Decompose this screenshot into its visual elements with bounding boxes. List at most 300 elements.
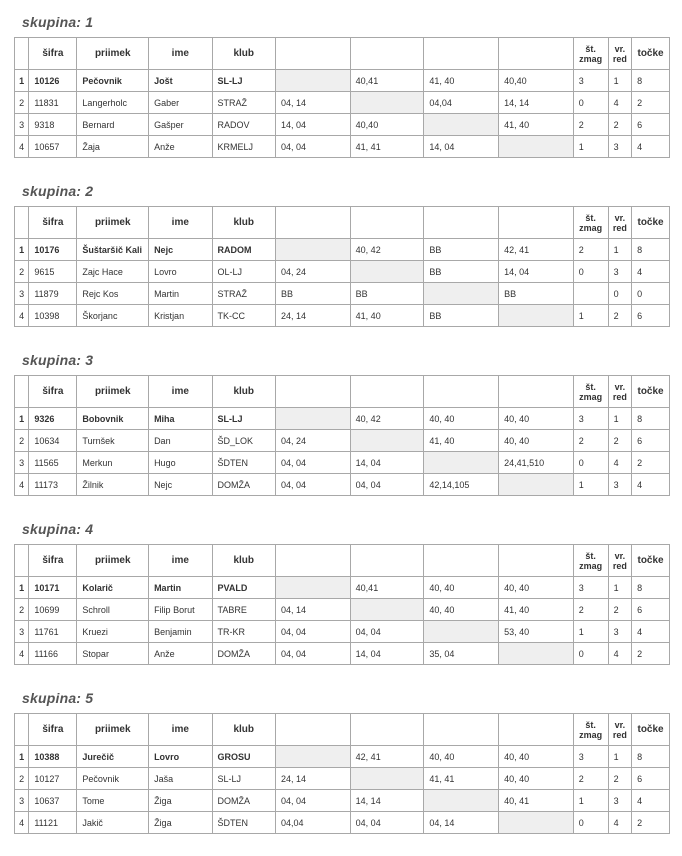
cell-klub: OL-LJ xyxy=(212,261,275,283)
cell-nr: 3 xyxy=(15,283,29,305)
cell-round-2: 40,41 xyxy=(350,577,424,599)
cell-sifra: 10398 xyxy=(29,305,77,327)
cell-ime: Martin xyxy=(149,283,212,305)
cell-zmag: 0 xyxy=(573,643,608,665)
cell-ime: Benjamin xyxy=(149,621,212,643)
group-title: skupina: 2 xyxy=(22,183,94,199)
cell-sifra: 10171 xyxy=(29,577,77,599)
cell-round-2: 40,40 xyxy=(350,114,424,136)
cell-round-4 xyxy=(499,136,574,158)
results-table xyxy=(14,713,670,834)
cell-red: 0 xyxy=(608,283,632,305)
header-round-4 xyxy=(499,714,574,746)
cell-round-1: BB xyxy=(275,283,350,305)
cell-nr: 3 xyxy=(15,621,29,643)
cell-round-3: 14, 04 xyxy=(424,136,499,158)
cell-tocke: 4 xyxy=(632,790,670,812)
header-red xyxy=(608,714,632,746)
cell-nr: 1 xyxy=(15,239,29,261)
cell-zmag: 1 xyxy=(573,136,608,158)
table-header-row xyxy=(15,714,670,746)
cell-priimek: Jurečič xyxy=(77,746,149,768)
cell-klub: PVALD xyxy=(212,577,275,599)
header-tocke: točke xyxy=(632,714,670,746)
header-klub: klub xyxy=(212,38,275,70)
cell-sifra: 9326 xyxy=(29,408,77,430)
cell-round-2: 40,41 xyxy=(350,70,424,92)
group-title: skupina: 3 xyxy=(22,352,94,368)
cell-zmag: 3 xyxy=(573,408,608,430)
cell-round-3: 40, 40 xyxy=(424,577,499,599)
cell-klub: STRAŽ xyxy=(212,283,275,305)
header-sifra: šifra xyxy=(29,38,77,70)
table-row xyxy=(15,70,670,92)
cell-tocke: 6 xyxy=(632,599,670,621)
header-klub: klub xyxy=(212,376,275,408)
header-round-2 xyxy=(350,207,424,239)
cell-round-2: 42, 41 xyxy=(350,746,424,768)
cell-round-4 xyxy=(499,643,574,665)
cell-ime: Jošt xyxy=(149,70,212,92)
cell-sifra: 11173 xyxy=(29,474,77,496)
cell-tocke: 4 xyxy=(632,261,670,283)
cell-zmag: 0 xyxy=(573,812,608,834)
cell-round-1: 04,04 xyxy=(275,812,350,834)
header-red-line1: vr. xyxy=(614,381,626,392)
cell-zmag: 1 xyxy=(573,474,608,496)
cell-sifra: 10699 xyxy=(29,599,77,621)
cell-sifra: 11121 xyxy=(29,812,77,834)
header-zmag-line2: zmag xyxy=(579,222,603,233)
header-ime: ime xyxy=(149,714,212,746)
header-zmag-line1: št. xyxy=(585,550,596,561)
cell-tocke: 2 xyxy=(632,812,670,834)
header-red-line2: red xyxy=(612,560,627,571)
cell-zmag: 3 xyxy=(573,577,608,599)
cell-klub: ŠDTEN xyxy=(212,452,275,474)
cell-ime: Jaša xyxy=(149,768,212,790)
cell-tocke: 2 xyxy=(632,643,670,665)
header-zmag-line2: zmag xyxy=(579,53,603,64)
header-round-4 xyxy=(499,207,574,239)
cell-tocke: 8 xyxy=(632,239,670,261)
header-red-line1: vr. xyxy=(614,43,626,54)
cell-ime: Anže xyxy=(149,136,212,158)
results-table xyxy=(14,544,670,665)
cell-round-4: 41, 40 xyxy=(499,114,574,136)
cell-round-3: BB xyxy=(424,239,499,261)
cell-red: 3 xyxy=(608,261,632,283)
header-klub: klub xyxy=(212,714,275,746)
cell-red: 3 xyxy=(608,474,632,496)
header-tocke: točke xyxy=(632,545,670,577)
cell-nr: 2 xyxy=(15,92,29,114)
cell-sifra: 10634 xyxy=(29,430,77,452)
cell-round-2: 14, 14 xyxy=(350,790,424,812)
header-priimek: priimek xyxy=(77,714,149,746)
cell-zmag: 0 xyxy=(573,92,608,114)
cell-round-3: 41, 41 xyxy=(424,768,499,790)
header-zmag-line2: zmag xyxy=(579,560,603,571)
header-round-1 xyxy=(275,545,350,577)
cell-round-3: 40, 40 xyxy=(424,408,499,430)
cell-round-3: 40, 40 xyxy=(424,599,499,621)
cell-tocke: 4 xyxy=(632,474,670,496)
cell-tocke: 6 xyxy=(632,305,670,327)
cell-sifra: 9615 xyxy=(29,261,77,283)
header-round-3 xyxy=(424,545,499,577)
header-zmag xyxy=(573,207,608,239)
table-row xyxy=(15,114,670,136)
cell-klub: DOMŽA xyxy=(212,474,275,496)
header-zmag xyxy=(573,714,608,746)
header-sifra: šifra xyxy=(29,545,77,577)
cell-round-3: 35, 04 xyxy=(424,643,499,665)
cell-nr: 3 xyxy=(15,790,29,812)
header-red xyxy=(608,545,632,577)
header-round-2 xyxy=(350,714,424,746)
cell-tocke: 4 xyxy=(632,136,670,158)
cell-sifra: 10126 xyxy=(29,70,77,92)
cell-red: 1 xyxy=(608,577,632,599)
cell-zmag: 2 xyxy=(573,768,608,790)
cell-round-2 xyxy=(350,768,424,790)
table-row xyxy=(15,452,670,474)
cell-priimek: Stopar xyxy=(77,643,149,665)
cell-round-2: 40, 42 xyxy=(350,408,424,430)
table-row xyxy=(15,790,670,812)
table-header-row xyxy=(15,376,670,408)
header-red xyxy=(608,207,632,239)
cell-round-2: 14, 04 xyxy=(350,643,424,665)
cell-priimek: Bernard xyxy=(77,114,149,136)
cell-round-1: 04, 04 xyxy=(275,452,350,474)
cell-nr: 4 xyxy=(15,474,29,496)
table-row xyxy=(15,812,670,834)
cell-klub: SL-LJ xyxy=(212,768,275,790)
cell-round-1: 14, 04 xyxy=(275,114,350,136)
cell-round-2: 04, 04 xyxy=(350,474,424,496)
cell-nr: 1 xyxy=(15,577,29,599)
header-nr xyxy=(15,545,29,577)
cell-nr: 1 xyxy=(15,70,29,92)
cell-nr: 2 xyxy=(15,261,29,283)
header-round-1 xyxy=(275,207,350,239)
cell-tocke: 2 xyxy=(632,452,670,474)
cell-red: 1 xyxy=(608,408,632,430)
header-red-line2: red xyxy=(612,729,627,740)
cell-round-2: 40, 42 xyxy=(350,239,424,261)
cell-klub: KRMELJ xyxy=(212,136,275,158)
table-row xyxy=(15,408,670,430)
cell-zmag: 2 xyxy=(573,114,608,136)
cell-priimek: Turnšek xyxy=(77,430,149,452)
cell-klub: TK-CC xyxy=(212,305,275,327)
cell-round-4: 42, 41 xyxy=(499,239,574,261)
header-round-4 xyxy=(499,38,574,70)
cell-priimek: Pečovnik xyxy=(77,768,149,790)
cell-priimek: Žaja xyxy=(77,136,149,158)
cell-round-1 xyxy=(275,70,350,92)
header-tocke: točke xyxy=(632,207,670,239)
cell-priimek: Pečovnik xyxy=(77,70,149,92)
header-round-2 xyxy=(350,38,424,70)
cell-red: 2 xyxy=(608,430,632,452)
table-row xyxy=(15,746,670,768)
header-red-line2: red xyxy=(612,222,627,233)
header-nr xyxy=(15,38,29,70)
cell-klub: SL-LJ xyxy=(212,408,275,430)
table-header-row xyxy=(15,38,670,70)
cell-red: 2 xyxy=(608,768,632,790)
header-tocke: točke xyxy=(632,376,670,408)
cell-ime: Kristjan xyxy=(149,305,212,327)
cell-priimek: Langerholc xyxy=(77,92,149,114)
cell-ime: Žiga xyxy=(149,812,212,834)
cell-sifra: 11761 xyxy=(29,621,77,643)
cell-sifra: 11565 xyxy=(29,452,77,474)
header-red-line1: vr. xyxy=(614,212,626,223)
cell-round-2: 14, 04 xyxy=(350,452,424,474)
cell-round-1: 04, 14 xyxy=(275,599,350,621)
table-row xyxy=(15,261,670,283)
table-row xyxy=(15,92,670,114)
cell-priimek: Škorjanc xyxy=(77,305,149,327)
group-title: skupina: 5 xyxy=(22,690,94,706)
cell-nr: 3 xyxy=(15,114,29,136)
cell-priimek: Tome xyxy=(77,790,149,812)
cell-priimek: Zajc Hace xyxy=(77,261,149,283)
cell-round-4: 14, 14 xyxy=(499,92,574,114)
cell-sifra: 10657 xyxy=(29,136,77,158)
cell-round-3: 04,04 xyxy=(424,92,499,114)
header-round-3 xyxy=(424,207,499,239)
cell-nr: 2 xyxy=(15,599,29,621)
header-ime: ime xyxy=(149,545,212,577)
cell-zmag: 1 xyxy=(573,621,608,643)
cell-zmag: 1 xyxy=(573,305,608,327)
table-row xyxy=(15,599,670,621)
cell-round-2 xyxy=(350,599,424,621)
header-red-line1: vr. xyxy=(614,550,626,561)
cell-ime: Lovro xyxy=(149,261,212,283)
header-ime: ime xyxy=(149,38,212,70)
cell-round-1: 04, 24 xyxy=(275,261,350,283)
cell-sifra: 11831 xyxy=(29,92,77,114)
header-red-line2: red xyxy=(612,53,627,64)
cell-klub: ŠDTEN xyxy=(212,812,275,834)
cell-round-4 xyxy=(499,474,574,496)
cell-round-4: 40, 40 xyxy=(499,746,574,768)
header-ime: ime xyxy=(149,376,212,408)
table-row xyxy=(15,283,670,305)
cell-klub: TR-KR xyxy=(212,621,275,643)
table-row xyxy=(15,239,670,261)
cell-sifra: 11166 xyxy=(29,643,77,665)
header-zmag-line2: zmag xyxy=(579,391,603,402)
cell-tocke: 6 xyxy=(632,430,670,452)
cell-round-3 xyxy=(424,452,499,474)
cell-ime: Hugo xyxy=(149,452,212,474)
header-round-1 xyxy=(275,38,350,70)
cell-priimek: Merkun xyxy=(77,452,149,474)
header-sifra: šifra xyxy=(29,714,77,746)
header-round-2 xyxy=(350,545,424,577)
cell-red: 1 xyxy=(608,239,632,261)
cell-round-2: 04, 04 xyxy=(350,812,424,834)
cell-tocke: 8 xyxy=(632,577,670,599)
header-sifra: šifra xyxy=(29,376,77,408)
cell-sifra: 11879 xyxy=(29,283,77,305)
header-round-4 xyxy=(499,545,574,577)
cell-ime: Martin xyxy=(149,577,212,599)
cell-zmag: 3 xyxy=(573,70,608,92)
cell-red: 4 xyxy=(608,452,632,474)
cell-klub: RADOV xyxy=(212,114,275,136)
header-red xyxy=(608,376,632,408)
cell-ime: Dan xyxy=(149,430,212,452)
cell-round-1: 24, 14 xyxy=(275,305,350,327)
header-round-1 xyxy=(275,376,350,408)
header-zmag-line1: št. xyxy=(585,43,596,54)
cell-klub: STRAŽ xyxy=(212,92,275,114)
cell-tocke: 2 xyxy=(632,92,670,114)
header-nr xyxy=(15,207,29,239)
cell-ime: Žiga xyxy=(149,790,212,812)
cell-round-4: 40,40 xyxy=(499,70,574,92)
cell-ime: Nejc xyxy=(149,239,212,261)
cell-round-1: 04, 04 xyxy=(275,621,350,643)
cell-sifra: 9318 xyxy=(29,114,77,136)
cell-round-3: BB xyxy=(424,261,499,283)
cell-priimek: Schroll xyxy=(77,599,149,621)
header-round-3 xyxy=(424,376,499,408)
header-round-3 xyxy=(424,714,499,746)
cell-round-1: 04, 04 xyxy=(275,474,350,496)
table-row xyxy=(15,136,670,158)
cell-nr: 2 xyxy=(15,768,29,790)
cell-tocke: 8 xyxy=(632,70,670,92)
cell-nr: 3 xyxy=(15,452,29,474)
header-priimek: priimek xyxy=(77,545,149,577)
results-table xyxy=(14,375,670,496)
cell-klub: DOMŽA xyxy=(212,643,275,665)
table-header-row xyxy=(15,545,670,577)
cell-zmag: 0 xyxy=(573,452,608,474)
cell-round-4: 40, 40 xyxy=(499,430,574,452)
cell-klub: DOMŽA xyxy=(212,790,275,812)
cell-ime: Filip Borut xyxy=(149,599,212,621)
cell-round-1: 04, 24 xyxy=(275,430,350,452)
cell-priimek: Jakič xyxy=(77,812,149,834)
cell-round-2 xyxy=(350,261,424,283)
cell-priimek: Kolarič xyxy=(77,577,149,599)
cell-ime: Gaber xyxy=(149,92,212,114)
cell-priimek: Šuštaršič Kali xyxy=(77,239,149,261)
cell-red: 2 xyxy=(608,305,632,327)
cell-klub: RADOM xyxy=(212,239,275,261)
cell-nr: 4 xyxy=(15,305,29,327)
cell-klub: TABRE xyxy=(212,599,275,621)
cell-sifra: 10388 xyxy=(29,746,77,768)
cell-nr: 4 xyxy=(15,812,29,834)
cell-zmag xyxy=(573,283,608,305)
group-title: skupina: 4 xyxy=(22,521,94,537)
cell-round-4 xyxy=(499,305,574,327)
cell-tocke: 6 xyxy=(632,114,670,136)
cell-zmag: 0 xyxy=(573,261,608,283)
cell-tocke: 8 xyxy=(632,746,670,768)
header-round-3 xyxy=(424,38,499,70)
header-klub: klub xyxy=(212,545,275,577)
cell-round-3 xyxy=(424,283,499,305)
cell-red: 3 xyxy=(608,136,632,158)
cell-round-1: 04, 04 xyxy=(275,136,350,158)
table-row xyxy=(15,577,670,599)
header-priimek: priimek xyxy=(77,207,149,239)
cell-round-4: 40, 41 xyxy=(499,790,574,812)
cell-zmag: 1 xyxy=(573,790,608,812)
cell-round-3 xyxy=(424,114,499,136)
cell-tocke: 6 xyxy=(632,768,670,790)
cell-klub: ŠD_LOK xyxy=(212,430,275,452)
header-zmag-line1: št. xyxy=(585,381,596,392)
cell-ime: Lovro xyxy=(149,746,212,768)
cell-red: 3 xyxy=(608,790,632,812)
cell-red: 4 xyxy=(608,92,632,114)
cell-klub: SL-LJ xyxy=(212,70,275,92)
header-red-line1: vr. xyxy=(614,719,626,730)
cell-round-2: 04, 04 xyxy=(350,621,424,643)
header-ime: ime xyxy=(149,207,212,239)
header-zmag-line2: zmag xyxy=(579,729,603,740)
cell-sifra: 10127 xyxy=(29,768,77,790)
cell-round-4: BB xyxy=(499,283,574,305)
cell-zmag: 2 xyxy=(573,430,608,452)
table-row xyxy=(15,474,670,496)
cell-round-4: 24,41,510 xyxy=(499,452,574,474)
cell-ime: Gašper xyxy=(149,114,212,136)
cell-round-3 xyxy=(424,790,499,812)
cell-round-4 xyxy=(499,812,574,834)
cell-round-3: 41, 40 xyxy=(424,430,499,452)
results-table xyxy=(14,37,670,158)
cell-round-1: 04, 14 xyxy=(275,92,350,114)
cell-round-4: 14, 04 xyxy=(499,261,574,283)
cell-priimek: Bobovnik xyxy=(77,408,149,430)
cell-priimek: Rejc Kos xyxy=(77,283,149,305)
cell-nr: 1 xyxy=(15,408,29,430)
cell-zmag: 2 xyxy=(573,239,608,261)
results-table xyxy=(14,206,670,327)
cell-round-2 xyxy=(350,430,424,452)
table-row xyxy=(15,430,670,452)
cell-round-1: 24, 14 xyxy=(275,768,350,790)
header-zmag-line1: št. xyxy=(585,719,596,730)
cell-round-3: 42,14,105 xyxy=(424,474,499,496)
cell-nr: 1 xyxy=(15,746,29,768)
header-nr xyxy=(15,376,29,408)
cell-zmag: 2 xyxy=(573,599,608,621)
header-nr xyxy=(15,714,29,746)
cell-round-1 xyxy=(275,746,350,768)
cell-priimek: Kruezi xyxy=(77,621,149,643)
cell-sifra: 10637 xyxy=(29,790,77,812)
cell-round-4: 53, 40 xyxy=(499,621,574,643)
table-row xyxy=(15,305,670,327)
cell-round-4: 40, 40 xyxy=(499,577,574,599)
cell-red: 1 xyxy=(608,746,632,768)
